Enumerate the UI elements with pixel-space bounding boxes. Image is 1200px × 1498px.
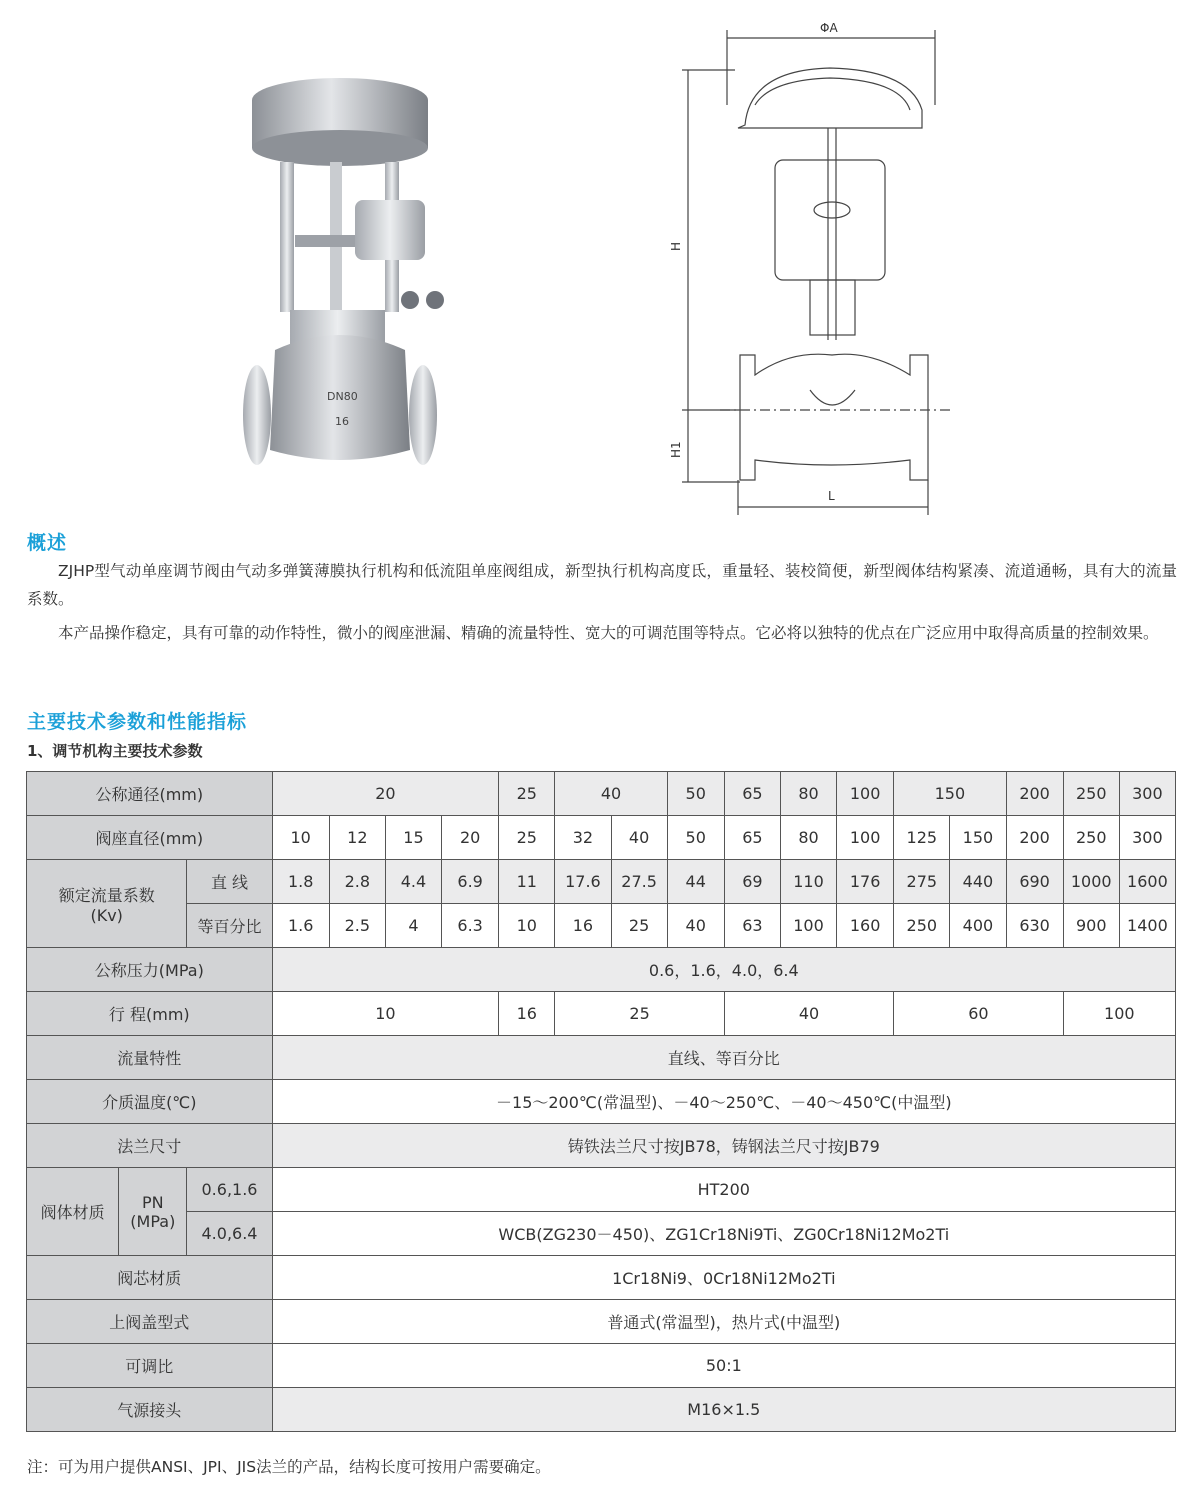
table-cell: 20 [272, 772, 499, 816]
pn-text: PN [141, 1192, 164, 1212]
row-label: 气源接头 [27, 1388, 273, 1432]
table-cell: 4 [385, 904, 441, 948]
photo-body-text-1: DN80 [327, 390, 358, 403]
table-cell: 690 [1006, 860, 1063, 904]
table-cell: 1.8 [272, 860, 329, 904]
table-row [27, 1168, 1176, 1212]
table-cell: 125 [894, 816, 950, 860]
table-row [27, 1256, 1176, 1300]
table-cell: 60 [894, 992, 1063, 1036]
row-label-kv [27, 860, 187, 948]
table-row [27, 1212, 1176, 1256]
table-row [27, 1080, 1176, 1124]
table-cell: 200 [1006, 772, 1063, 816]
table-cell: 1.6 [272, 904, 329, 948]
photo-body-text-2: 16 [335, 415, 349, 428]
table-cell: 1400 [1119, 904, 1175, 948]
kv-unit: (Kv) [90, 905, 123, 925]
table-row [27, 1388, 1176, 1432]
table-cell: 440 [950, 860, 1006, 904]
pn-high: 4.0,6.4 [187, 1212, 272, 1256]
table-cell: 1Cr18Ni9、0Cr18Ni12Mo2Ti [272, 1256, 1175, 1300]
table-cell: 10 [272, 816, 329, 860]
overview-title: 概述 [27, 532, 68, 554]
table-cell: 900 [1063, 904, 1119, 948]
table-cell: 4.4 [385, 860, 441, 904]
table-row [27, 1344, 1176, 1388]
table-cell: 直线、等百分比 [272, 1036, 1175, 1080]
table-row [27, 948, 1176, 992]
footnote: 注：可为用户提供ANSI、JPI、JIS法兰的产品，结构长度可按用户需要确定。 [27, 1458, 551, 1476]
table-row [27, 992, 1176, 1036]
row-label: 公称压力(MPa) [27, 948, 273, 992]
table-cell: 25 [611, 904, 667, 948]
table-cell: 65 [724, 772, 780, 816]
row-label: 阀芯材质 [27, 1256, 273, 1300]
table-cell: 11 [499, 860, 555, 904]
overview-paragraph-2: 本产品操作稳定，具有可靠的动作特性，微小的阀座泄漏、精确的流量特性、宽大的可调范围等特点。它必将以独特的优点在广泛应用中取得高质量的控制效果。 [58, 624, 1159, 642]
table-cell: 15 [385, 816, 441, 860]
table-cell: 80 [780, 816, 836, 860]
table-cell: 50 [667, 772, 724, 816]
table-cell: 300 [1119, 772, 1175, 816]
table-cell: 1600 [1119, 860, 1175, 904]
table-cell: 40 [667, 904, 724, 948]
table-cell: 150 [950, 816, 1006, 860]
table-cell: 40 [724, 992, 893, 1036]
kv-equal-percent-label: 等百分比 [187, 904, 272, 948]
row-label: 行 程(mm) [27, 992, 273, 1036]
dim-label-l: L [828, 489, 835, 503]
table-cell: 630 [1006, 904, 1063, 948]
table-cell: 160 [837, 904, 894, 948]
table-cell: 25 [555, 992, 724, 1036]
table-cell: 16 [499, 992, 555, 1036]
table-row [27, 904, 1176, 948]
table-cell: 25 [499, 772, 555, 816]
table-cell: 6.9 [442, 860, 499, 904]
specs-title: 主要技术参数和性能指标 [27, 711, 248, 733]
table-cell: 6.3 [442, 904, 499, 948]
row-label: 可调比 [27, 1344, 273, 1388]
pn-low: 0.6,1.6 [187, 1168, 272, 1212]
table-cell: 32 [555, 816, 611, 860]
table-row [27, 1124, 1176, 1168]
dim-label-h: H [669, 241, 683, 251]
table-cell: 27.5 [611, 860, 667, 904]
table-cell: 100 [1063, 992, 1175, 1036]
table-cell: 40 [611, 816, 667, 860]
dim-label-h1: H1 [669, 441, 683, 458]
table-cell: 普通式(常温型)，热片式(中温型) [272, 1300, 1175, 1344]
kv-linear-label: 直 线 [187, 860, 272, 904]
table-cell: 65 [724, 816, 780, 860]
row-label: 介质温度(℃) [27, 1080, 273, 1124]
table-cell: 44 [667, 860, 724, 904]
table-cell: 250 [894, 904, 950, 948]
row-label: 流量特性 [27, 1036, 273, 1080]
table-cell: 17.6 [555, 860, 611, 904]
table-cell: 63 [724, 904, 780, 948]
table-cell: WCB(ZG230－450)、ZG1Cr18Ni9Ti、ZG0Cr18Ni12Mo2Ti [272, 1212, 1175, 1256]
table-cell: 16 [555, 904, 611, 948]
table-cell: 300 [1119, 816, 1175, 860]
valve-dimension-drawing [660, 10, 960, 515]
table-cell: 25 [499, 816, 555, 860]
table-cell: 40 [555, 772, 667, 816]
table-cell: 150 [894, 772, 1006, 816]
table-cell: 80 [780, 772, 836, 816]
valve-product-photo [235, 70, 445, 490]
table-cell: 50 [667, 816, 724, 860]
table-cell: 250 [1063, 816, 1119, 860]
table-cell: 铸铁法兰尺寸按JB78，铸钢法兰尺寸按JB79 [272, 1124, 1175, 1168]
table-row [27, 1036, 1176, 1080]
table-cell: 50:1 [272, 1344, 1175, 1388]
row-label: 法兰尺寸 [27, 1124, 273, 1168]
table-cell: 200 [1006, 816, 1063, 860]
row-label: 阀体材质 [27, 1168, 119, 1256]
table-cell: 100 [780, 904, 836, 948]
table-cell: 20 [442, 816, 499, 860]
row-label: 公称通径(mm) [27, 772, 273, 816]
pn-unit: (MPa) [130, 1211, 176, 1231]
table-row [27, 816, 1176, 860]
pn-label [119, 1168, 187, 1256]
dim-label-phi-a: ΦA [820, 21, 838, 35]
table-cell: HT200 [272, 1168, 1175, 1212]
table-cell: 250 [1063, 772, 1119, 816]
spec-table [26, 771, 1176, 1432]
table-cell: －15～200℃(常温型)、－40～250℃、－40～450℃(中温型) [272, 1080, 1175, 1124]
table-cell: 110 [780, 860, 836, 904]
table-cell: 2.8 [329, 860, 385, 904]
table-cell: 176 [837, 860, 894, 904]
table-row [27, 1300, 1176, 1344]
table-cell: 10 [272, 992, 499, 1036]
table-cell: M16×1.5 [272, 1388, 1175, 1432]
table-row [27, 860, 1176, 904]
kv-label: 额定流量系数 [58, 885, 155, 905]
table-cell: 1000 [1063, 860, 1119, 904]
table-row [27, 772, 1176, 816]
specs-subtitle: 1、调节机构主要技术参数 [27, 742, 203, 760]
row-label: 上阀盖型式 [27, 1300, 273, 1344]
overview-paragraph-1: ZJHP型气动单座调节阀由气动多弹簧薄膜执行机构和低流阻单座阀组成，新型执行机构高度氐，重量轻、装校简便，新型阀体结构紧凑、流道通畅，具有大的流量系数。 [27, 562, 1177, 608]
table-cell: 400 [950, 904, 1006, 948]
table-cell: 2.5 [329, 904, 385, 948]
table-cell: 0.6，1.6，4.0，6.4 [272, 948, 1175, 992]
table-cell: 69 [724, 860, 780, 904]
table-cell: 100 [837, 816, 894, 860]
table-cell: 12 [329, 816, 385, 860]
table-cell: 275 [894, 860, 950, 904]
table-cell: 100 [837, 772, 894, 816]
table-cell: 10 [499, 904, 555, 948]
row-label: 阀座直径(mm) [27, 816, 273, 860]
